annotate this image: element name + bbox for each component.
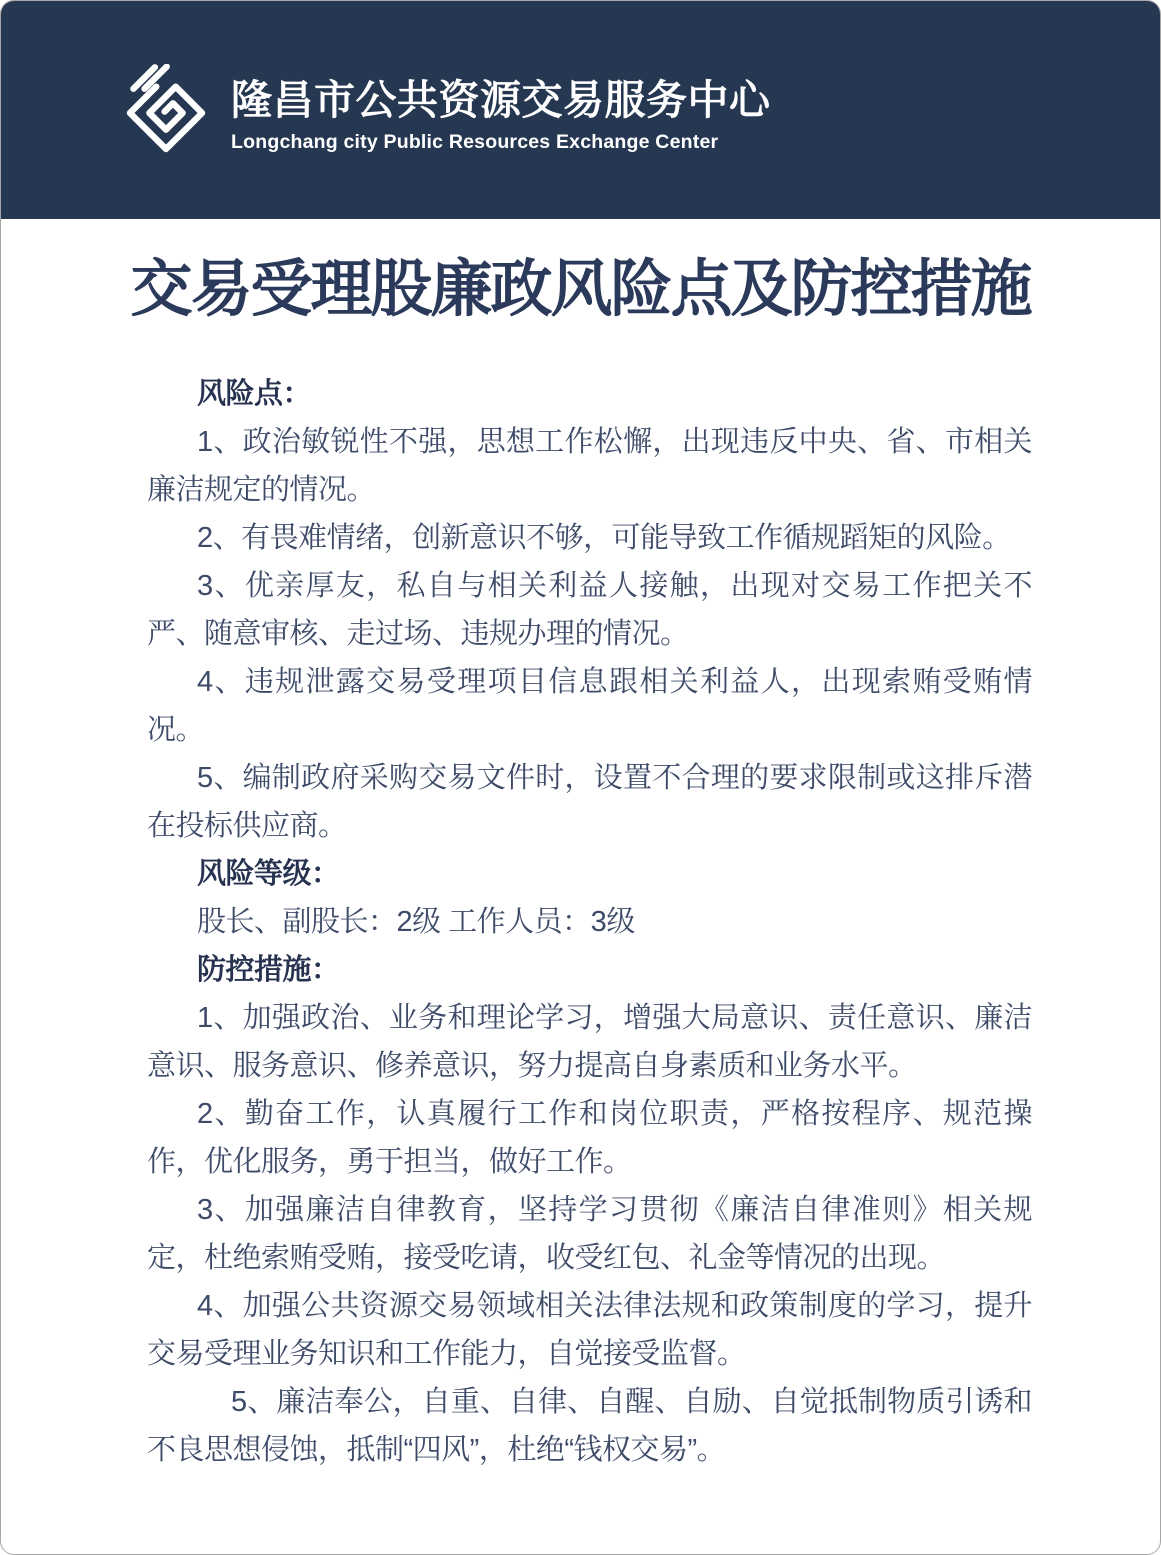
section-heading-control-measures: 防控措施： [197, 954, 340, 987]
header-banner [1, 1, 1160, 219]
page-title: 交易受理股廉政风险点及防控措施 [130, 255, 1031, 324]
org-brand [231, 67, 771, 154]
org-logo-icon [117, 64, 215, 162]
risk-level-item: 股长、副股长：2级 工作人员：3级 [197, 906, 635, 939]
control-measure-item: 2、勤奋工作，认真履行工作和岗位职责，严格按程序、规范操作，优化服务，勇于担当，做好工作。 [147, 1098, 1032, 1179]
section-heading-risk-level: 风险等级： [197, 858, 340, 891]
org-name-en: Longchang city Public Resources Exchange Center [231, 130, 719, 153]
risk-point-item: 2、有畏难情绪，创新意识不够，可能导致工作循规蹈矩的风险。 [197, 522, 1011, 555]
risk-point-item: 4、违规泄露交易受理项目信息跟相关利益人，出现索贿受贿情况。 [147, 666, 1032, 747]
risk-point-item: 5、编制政府采购交易文件时，设置不合理的要求限制或这排斥潜在投标供应商。 [147, 762, 1032, 843]
control-measure-item: 1、加强政治、业务和理论学习，增强大局意识、责任意识、廉洁意识、服务意识、修养意识，努力提高自身素质和业务水平。 [147, 1002, 1032, 1083]
poster-body [147, 370, 1032, 1474]
control-measure-item: 4、加强公共资源交易领域相关法律法规和政策制度的学习，提升交易受理业务知识和工作能力，自觉接受监督。 [147, 1290, 1032, 1371]
control-measure-item: 3、加强廉洁自律教育，坚持学习贯彻《廉洁自律准则》相关规定，杜绝索贿受贿，接受吃请，收受红包、礼金等情况的出现。 [147, 1194, 1032, 1275]
risk-point-item: 3、优亲厚友，私自与相关利益人接触，出现对交易工作把关不严、随意审核、走过场、违规办理的情况。 [147, 570, 1032, 651]
risk-point-item: 1、政治敏锐性不强，思想工作松懈，出现违反中央、省、市相关廉洁规定的情况。 [147, 426, 1032, 507]
control-measure-item: 5、廉洁奉公，自重、自律、自醒、自励、自觉抵制物质引诱和不良思想侵蚀，抵制“四风”，杜绝“钱权交易”。 [147, 1386, 1032, 1467]
org-name-zh: 隆昌市公共资源交易服务中心 [231, 76, 771, 123]
section-heading-risk-points: 风险点： [197, 378, 312, 411]
